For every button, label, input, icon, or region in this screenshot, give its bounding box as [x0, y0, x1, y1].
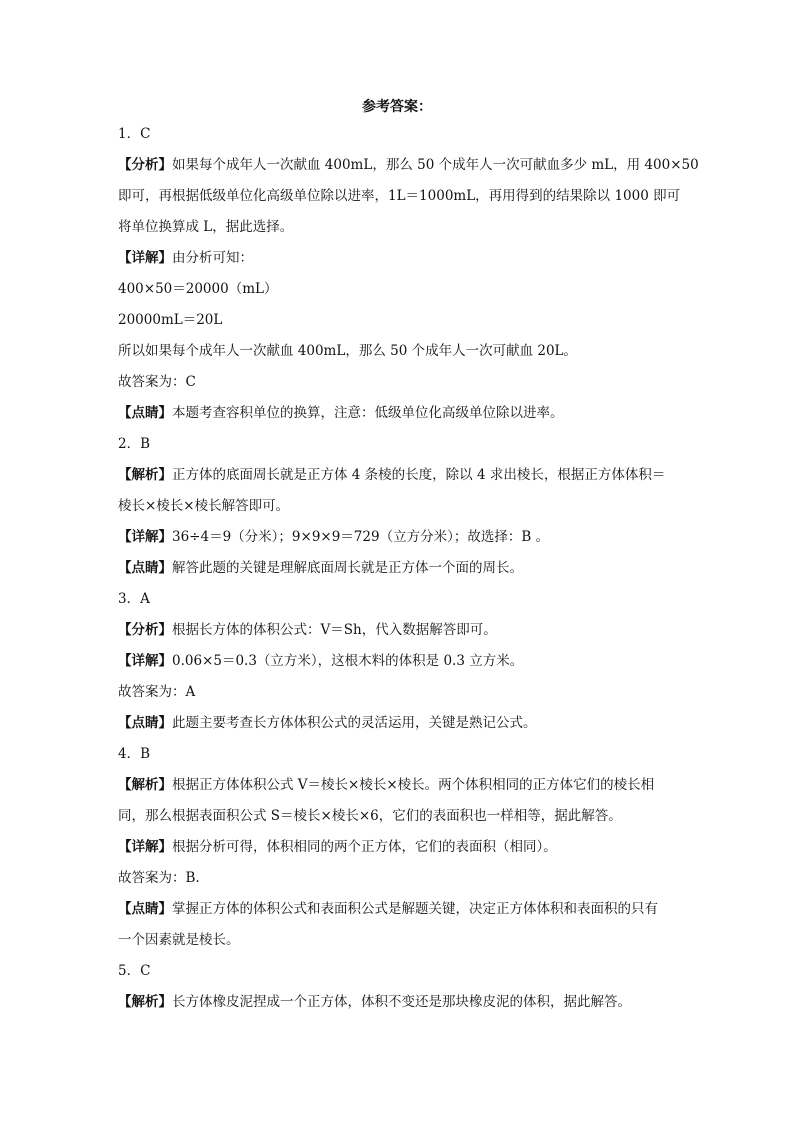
q4-comment-tag: 【点睛】: [118, 901, 172, 917]
q4-analysis-line-2: 同，那么根据表面积公式 S＝棱长×棱长×6，它们的表面积也一样相等，据此解答。: [118, 808, 622, 824]
q2-number: 2．B: [118, 436, 151, 452]
q4-detail-text: 根据分析可得，体积相同的两个正方体，它们的表面积（相同）。: [172, 839, 557, 855]
q3-analysis-tag: 【分析】: [118, 622, 172, 638]
q4-detail-tag: 【详解】: [118, 839, 172, 855]
q4-detail: [118, 837, 680, 858]
q3-analysis-text: 根据长方体的体积公式：V＝Sh，代入数据解答即可。: [172, 622, 497, 638]
q4-analysis-line-1: 根据正方体体积公式 V＝棱长×棱长×棱长。两个体积相同的正方体它们的棱长相: [172, 777, 655, 793]
page-title: 参考答案：: [362, 99, 432, 115]
answer-content: [118, 124, 699, 1023]
q5-number: 5．C: [118, 963, 151, 979]
q1-detail-text: 由分析可知：: [172, 250, 253, 266]
q3-comment: [118, 713, 680, 734]
q2-comment: [118, 558, 680, 579]
q2-comment-text: 解答此题的关键是理解底面周长就是正方体一个面的周长。: [172, 560, 523, 576]
q1-detail-tag: 【详解】: [118, 250, 172, 266]
q5-analysis: [118, 992, 680, 1013]
q4-number: 4．B: [118, 746, 151, 762]
q1-comment: [118, 403, 680, 424]
q3-detail: [118, 651, 680, 672]
q1-comment-text: 本题考查容积单位的换算，注意：低级单位化高级单位除以进率。: [172, 405, 564, 421]
q1-number: 1．C: [118, 126, 151, 142]
q1-analysis-line-1: 如果每个成年人一次献血 400mL，那么 50 个成年人一次可献血多少 mL，用 400×50: [172, 157, 699, 173]
q5-analysis-tag: 【解析】: [118, 994, 172, 1010]
q3-analysis: [118, 620, 680, 641]
q2-detail: [118, 527, 680, 548]
q4-answer: 故答案为：B.: [118, 870, 200, 886]
q2-analysis-line-2: 棱长×棱长×棱长解答即可。: [118, 498, 290, 514]
q1-conclusion: 所以如果每个成年人一次献血 400mL，那么 50 个成年人一次可献血 20L。: [118, 343, 578, 359]
q4-comment-line-2: 一个因素就是棱长。: [118, 932, 240, 948]
q3-comment-tag: 【点睛】: [118, 715, 172, 731]
q4-comment: [118, 899, 680, 951]
q1-analysis-line-3: 将单位换算成 L，据此选择。: [118, 219, 294, 235]
q2-comment-tag: 【点睛】: [118, 560, 172, 576]
q2-analysis-tag: 【解析】: [118, 467, 172, 483]
q1-analysis: [118, 155, 699, 238]
q4-analysis: [118, 775, 680, 827]
q2-analysis-line-1: 正方体的底面周长就是正方体 4 条棱的长度，除以 4 求出棱长，根据正方体体积＝: [172, 467, 666, 483]
q3-detail-text: 0.06×5＝0.3（立方米），这根木料的体积是 0.3 立方米。: [172, 653, 524, 669]
q3-detail-tag: 【详解】: [118, 653, 172, 669]
q3-comment-text: 此题主要考查长方体体积公式的灵活运用，关键是熟记公式。: [172, 715, 537, 731]
q3-answer: 故答案为：A: [118, 684, 196, 700]
q4-analysis-tag: 【解析】: [118, 777, 172, 793]
q3-number: 3．A: [118, 591, 150, 607]
q1-calc-1: 400×50＝20000（mL）: [118, 281, 278, 297]
q1-answer: 故答案为：C: [118, 374, 196, 390]
q1-analysis-line-2: 即可，再根据低级单位化高级单位除以进率，1L＝1000mL，再用得到的结果除以 1000 即可: [118, 188, 681, 204]
q5-analysis-text: 长方体橡皮泥捏成一个正方体，体积不变还是那块橡皮泥的体积，据此解答。: [172, 994, 631, 1010]
q1-comment-tag: 【点睛】: [118, 405, 172, 421]
q4-comment-line-1: 掌握正方体的体积公式和表面积公式是解题关键，决定正方体体积和表面积的只有: [172, 901, 658, 917]
q2-detail-text: 36÷4＝9（分米）；9×9×9＝729（立方分米）；故选择：B 。: [172, 529, 550, 545]
q1-calc-2: 20000mL＝20L: [118, 312, 223, 328]
q1-analysis-tag: 【分析】: [118, 157, 172, 173]
q2-analysis: [118, 465, 680, 517]
q1-detail: [118, 248, 680, 269]
q2-detail-tag: 【详解】: [118, 529, 172, 545]
